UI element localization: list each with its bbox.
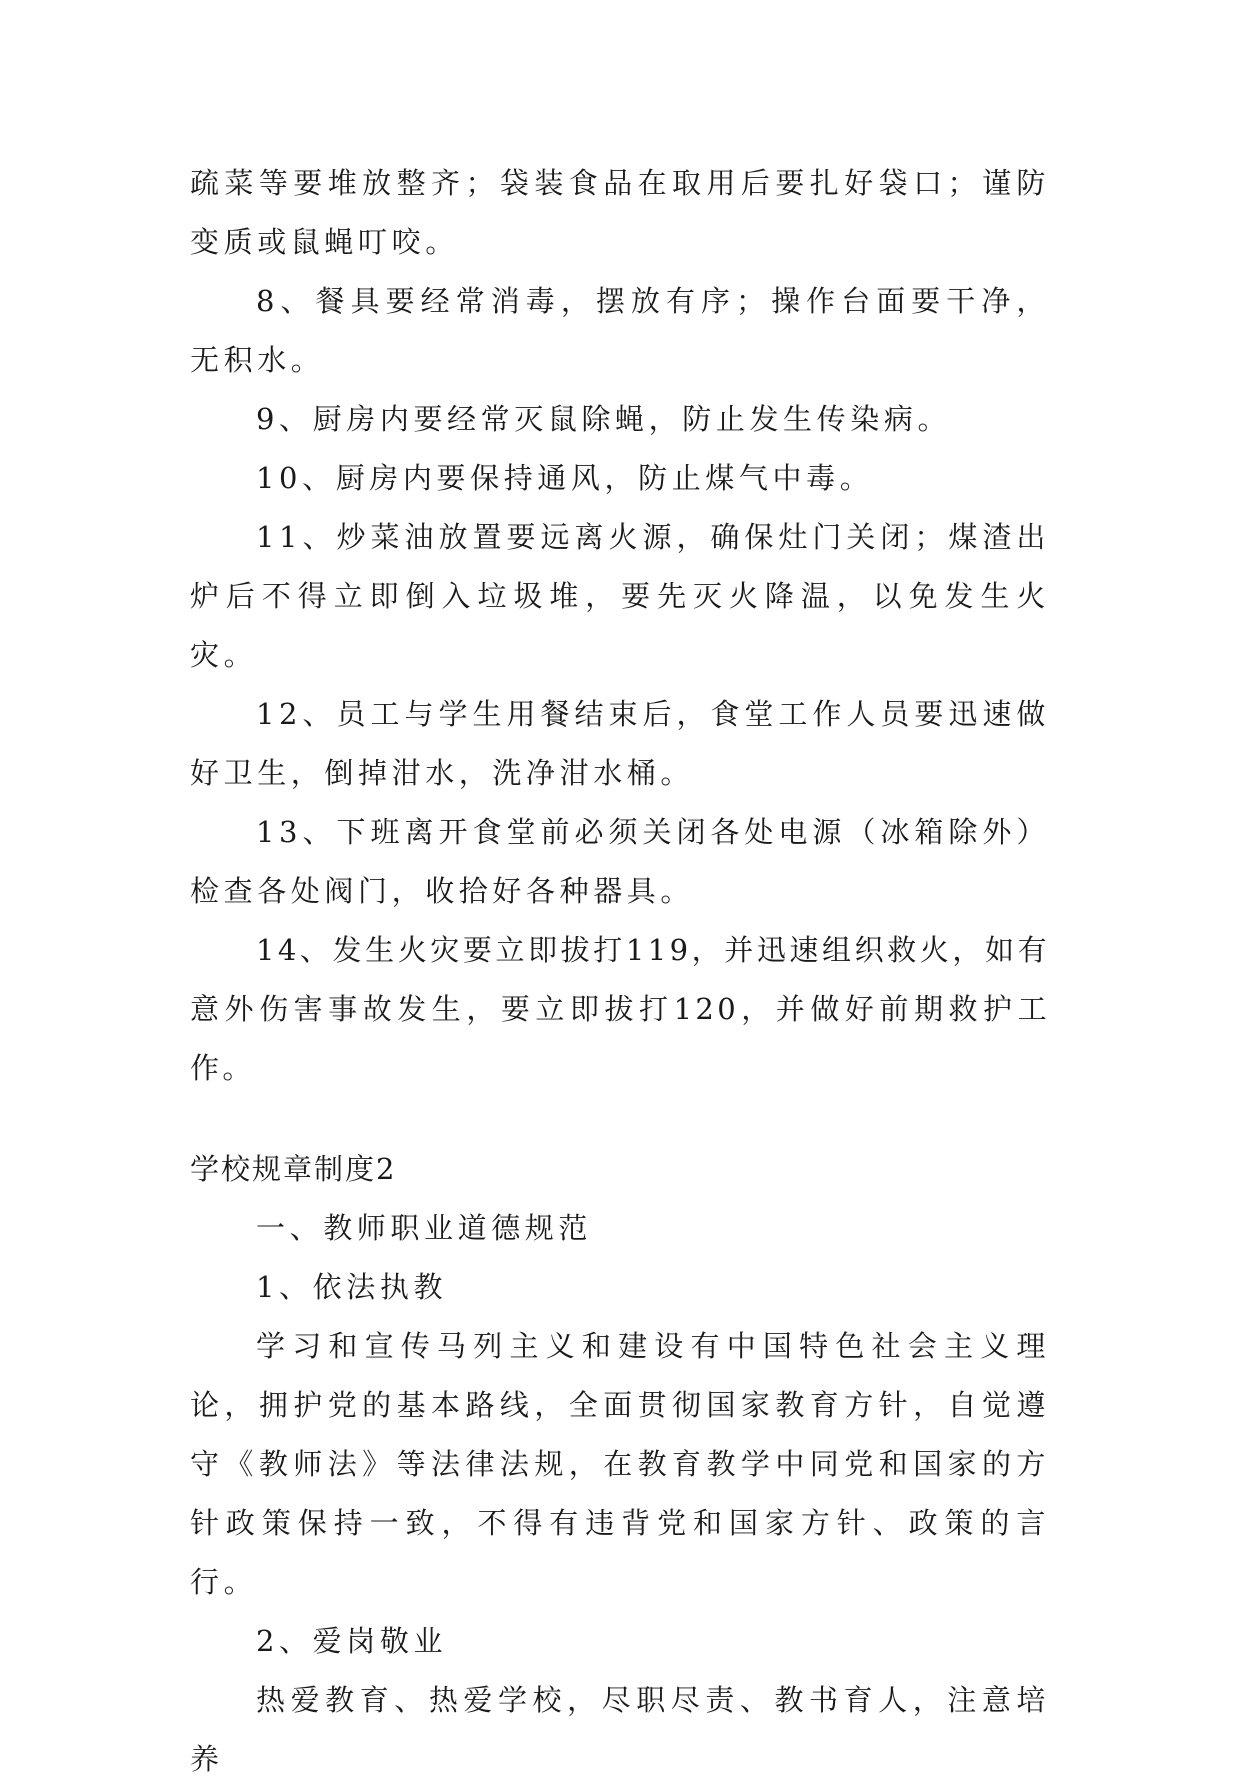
rule-item-8: 8、餐具要经常消毒，摆放有序；操作台面要干净，无积水。 [190, 284, 1050, 377]
item-body-2: 热爱教育、热爱学校，尽职尽责、教书育人，注意培养 [190, 1683, 1050, 1776]
rule-item-11: 11、炒菜油放置要远离火源，确保灶门关闭；煤渣出炉后不得立即倒入垃圾堆，要先灭火降温，以免发生火灾。 [190, 520, 1050, 672]
paragraph-continuation: 疏菜等要堆放整齐；袋装食品在取用后要扎好袋口；谨防变质或鼠蝇叮咬。 [190, 166, 1050, 259]
item-body-1: 学习和宣传马列主义和建设有中国特色社会主义理论，拥护党的基本路线，全面贯彻国家教育方针，自觉遵守《教师法》等法律法规，在教育教学中同党和国家的方针政策保持一致，不得有违背党和国家方针、政策的言行。 [190, 1329, 1050, 1599]
item-heading-1: 1、依法执教 [256, 1270, 448, 1304]
item-heading-2: 2、爱岗敬业 [256, 1624, 448, 1658]
rule-item-12: 12、员工与学生用餐结束后，食堂工作人员要迅速做好卫生，倒掉泔水，洗净泔水桶。 [190, 697, 1050, 790]
subsection-heading: 一、教师职业道德规范 [256, 1211, 593, 1245]
section-title: 学校规章制度2 [190, 1152, 397, 1186]
document-body [190, 154, 1050, 1789]
rule-item-9: 9、厨房内要经常灭鼠除蝇，防止发生传染病。 [256, 402, 952, 436]
rule-item-13: 13、下班离开食堂前必须关闭各处电源（冰箱除外）检查各处阀门，收拾好各种器具。 [190, 815, 1050, 908]
rule-item-10: 10、厨房内要保持通风，防止煤气中毒。 [256, 461, 874, 495]
rule-item-14: 14、发生火灾要立即拔打119，并迅速组织救火，如有意外伤害事故发生，要立即拔打120，并做好前期救护工作。 [190, 933, 1050, 1085]
